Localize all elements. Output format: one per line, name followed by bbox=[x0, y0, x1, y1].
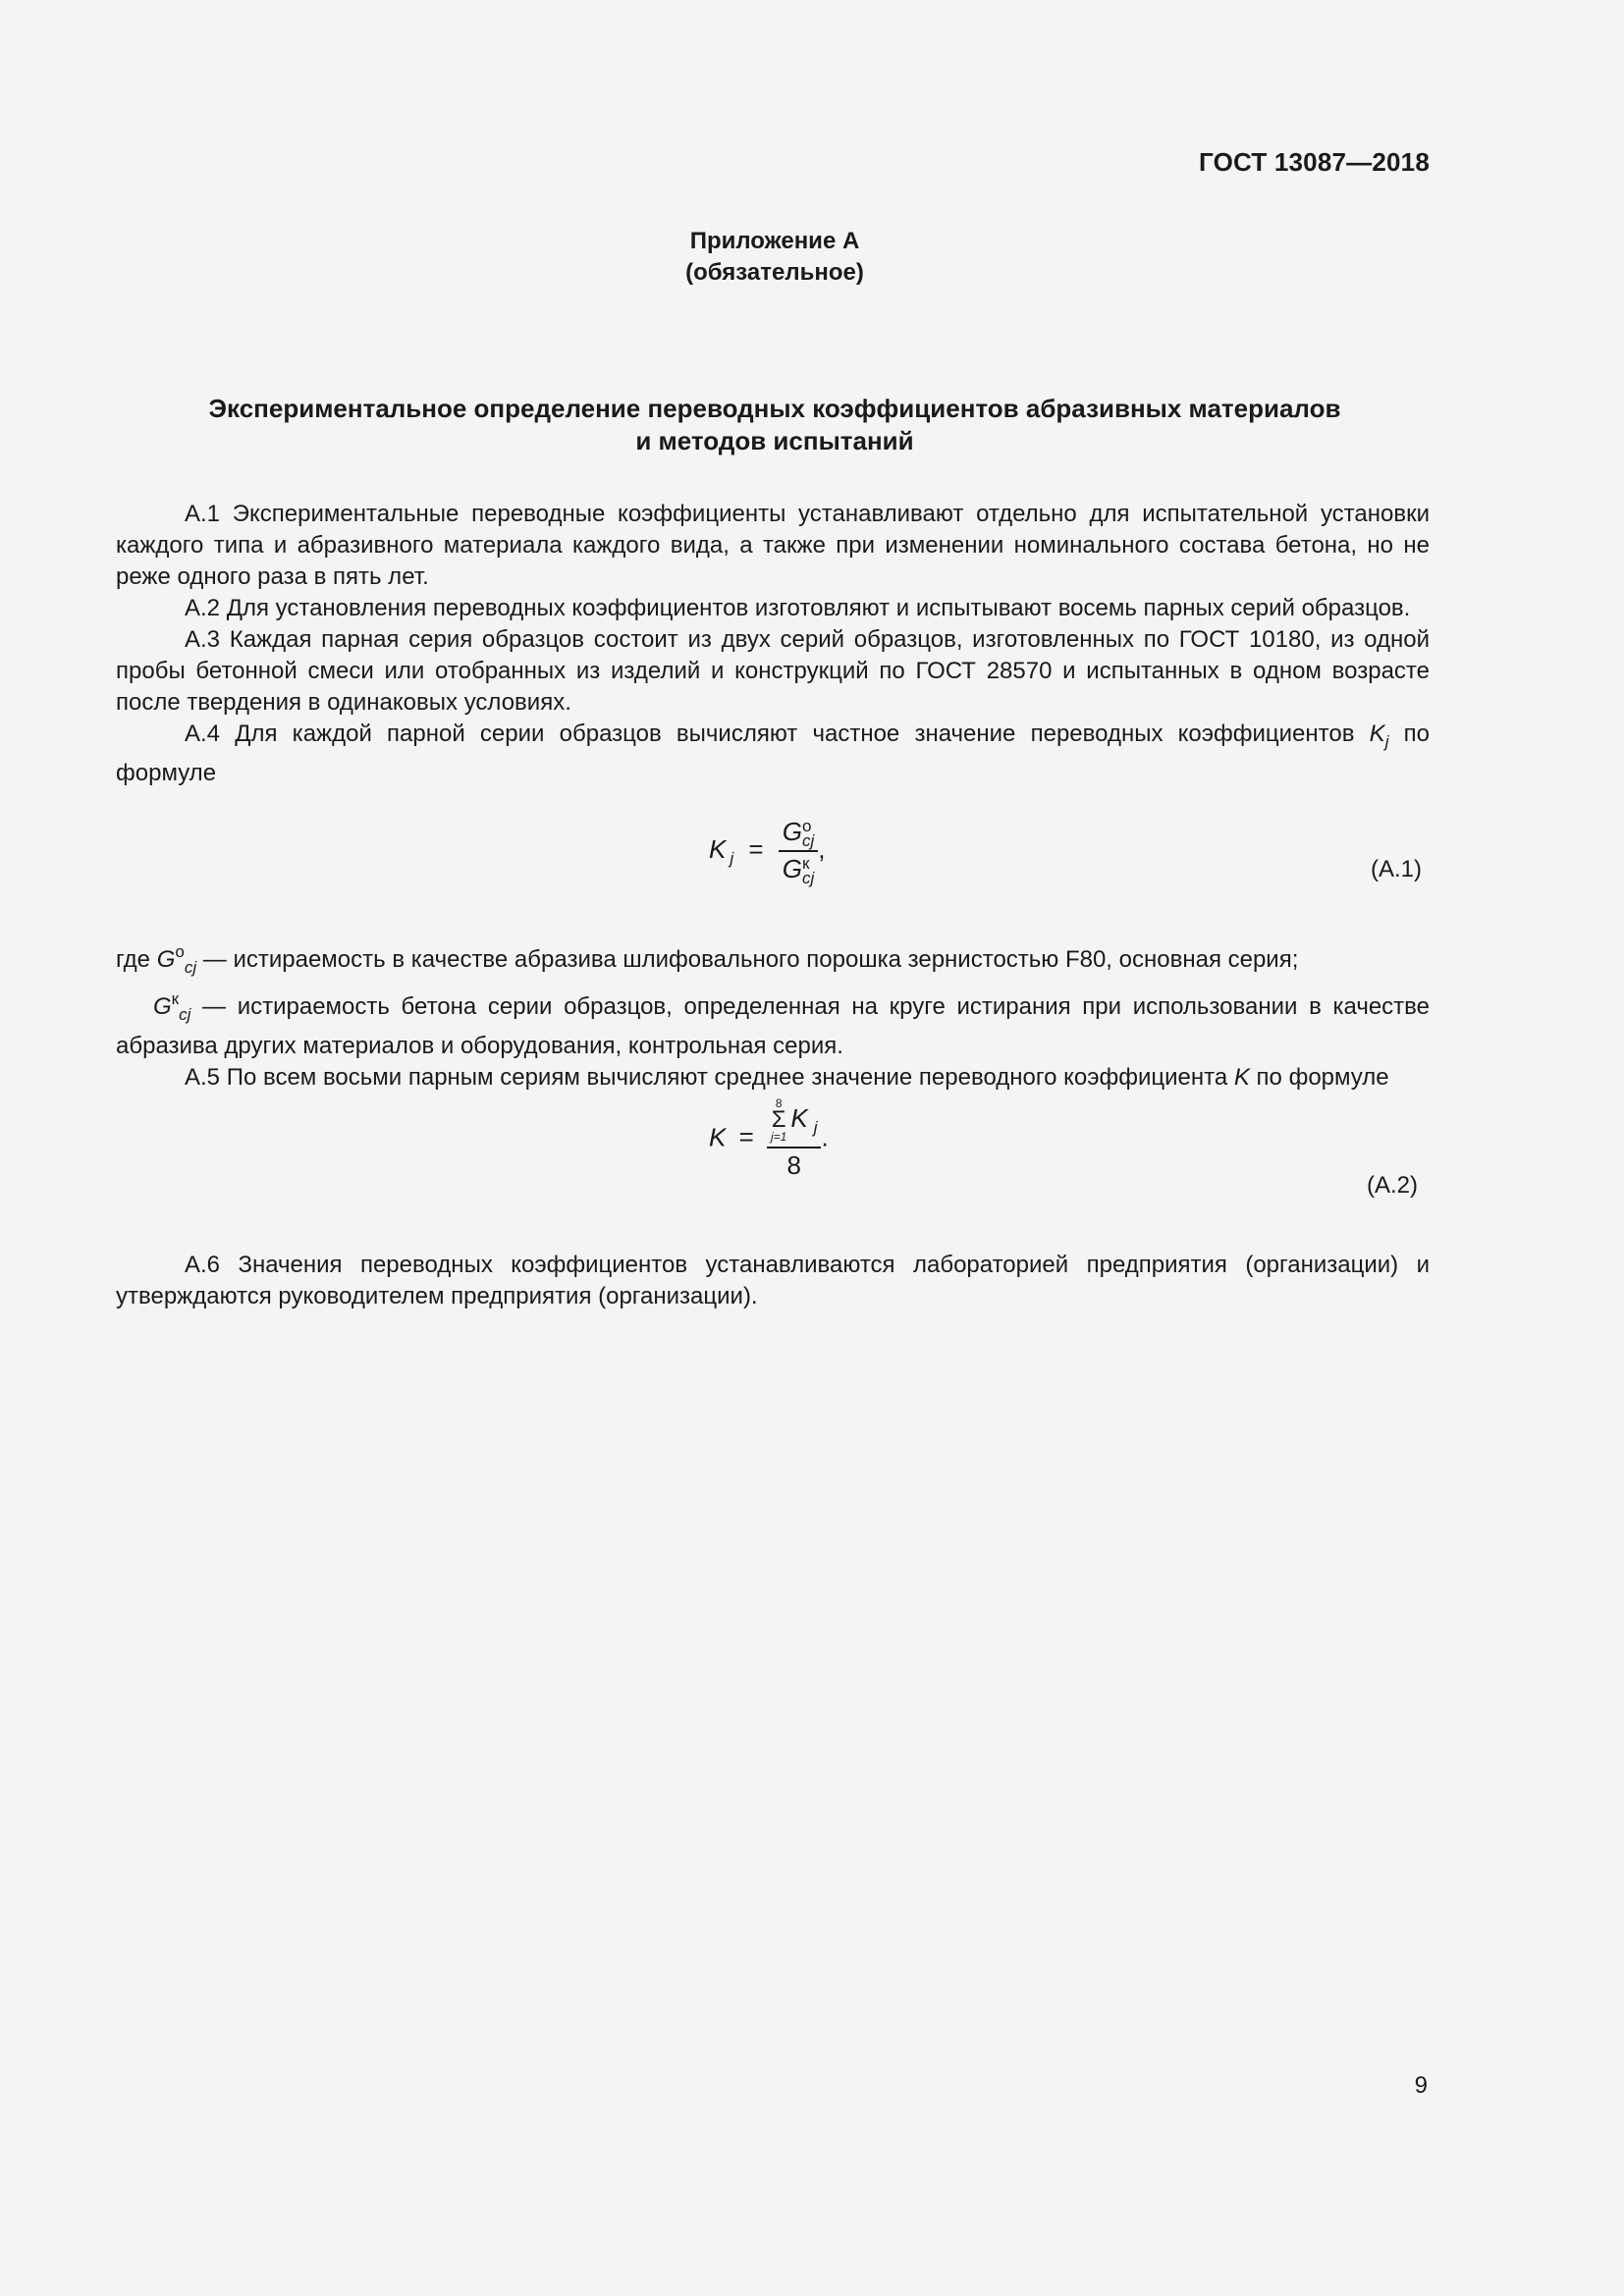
paragraph-a5 bbox=[116, 1062, 1430, 1094]
formula-a2-sum-bottom: j=1 bbox=[771, 1130, 787, 1144]
appendix-label: Приложение А bbox=[689, 228, 860, 254]
formula-a1-denominator bbox=[779, 852, 819, 888]
formula-a2-sum-sign: Σ bbox=[771, 1106, 786, 1133]
document-code: ГОСТ 13087—2018 bbox=[1199, 147, 1430, 177]
formula-a1-fraction bbox=[779, 817, 819, 888]
formula-a1-lhs-sub: j bbox=[730, 849, 734, 868]
formula-a2-period: . bbox=[821, 1122, 829, 1152]
where-1-text: — истираемость в качестве абразива шлифовального порошка зернистостью F80, основная серия; bbox=[196, 946, 1299, 973]
where-prefix: где bbox=[116, 946, 157, 973]
formula-a1-lhs: K bbox=[709, 834, 727, 864]
section-title bbox=[98, 393, 1451, 457]
paragraph-a5-start: А.5 По всем восьми парным сериям вычисляют среднее значение переводного коэффициента bbox=[185, 1064, 1234, 1091]
formula-a1-number: (А.1) bbox=[1371, 856, 1423, 882]
formula-a1-den-sub: cj bbox=[802, 869, 815, 888]
paragraph-a2: А.2 Для установления переводных коэффициентов изготовляют и испытывают восемь парных серий образцов. bbox=[185, 595, 1411, 621]
formula-a2-fraction bbox=[767, 1097, 821, 1181]
body-block-3 bbox=[116, 1250, 1430, 1312]
paragraph-a6: А.6 Значения переводных коэффициентов устанавливаются лабораторией предприятия (организации) и утверждаются руководителем предприятия (организации). bbox=[116, 1252, 1430, 1309]
formula-a1-num-sup: о bbox=[802, 817, 812, 836]
paragraph-a4-sub: j bbox=[1384, 732, 1389, 751]
paragraph-a4-var: K bbox=[1369, 721, 1385, 747]
paragraph-a3: А.3 Каждая парная серия образцов состоит из двух серий образцов, изготовленных по ГОСТ 10180, из одной пробы бетонной смеси или отобранных из изделий и конструкций по ГОСТ 28570 и испытанных в одном возрасте после твердения в одинаковых условиях. bbox=[116, 626, 1430, 716]
where-2-sub: cj bbox=[179, 1005, 191, 1024]
paragraph-a1: А.1 Экспериментальные переводные коэффициенты устанавливают отдельно для испытательной установки каждого типа и абразивного материала каждого вида, а также при изменении номинального состава бетона, но не реже одного раза в пять лет. bbox=[116, 501, 1430, 590]
formula-a1-den-sym: G bbox=[782, 854, 803, 884]
where-2-sym: G bbox=[153, 993, 172, 1020]
paragraph-a4-start: А.4 Для каждой парной серии образцов вычисляют частное значение переводных коэффициентов bbox=[185, 721, 1370, 747]
where-2-sup: к bbox=[171, 989, 180, 1008]
section-title-line-2: и методов испытаний bbox=[635, 426, 914, 455]
formula-a2-sum bbox=[771, 1097, 786, 1143]
formula-a1 bbox=[709, 817, 826, 888]
formula-a2-numerator bbox=[767, 1097, 821, 1148]
paragraph-a5-var: K bbox=[1233, 1064, 1250, 1091]
formula-a2-denominator: 8 bbox=[786, 1150, 801, 1180]
appendix-status: (обязательное) bbox=[685, 259, 864, 286]
paragraph-a5-end: по формуле bbox=[1249, 1064, 1389, 1091]
formula-a2 bbox=[709, 1097, 829, 1181]
formula-a1-den-sup: к bbox=[802, 854, 810, 874]
where-1-sym: G bbox=[156, 946, 176, 973]
formula-a1-num-sym: G bbox=[782, 817, 803, 846]
appendix-heading bbox=[0, 226, 1549, 289]
body-block-1 bbox=[116, 499, 1430, 789]
section-title-line-1: Экспериментальное определение переводных коэффициентов абразивных материалов bbox=[208, 394, 1341, 423]
formula-a2-lhs: K bbox=[709, 1122, 727, 1152]
formula-a2-equals: = bbox=[738, 1122, 754, 1152]
formula-a2-sum-top: 8 bbox=[775, 1096, 783, 1110]
page-number: 9 bbox=[1414, 2072, 1428, 2099]
formula-a1-equals: = bbox=[748, 834, 764, 864]
paragraph-a4 bbox=[116, 719, 1430, 789]
where-line-1 bbox=[116, 936, 1430, 984]
formula-a1-num-sub: cj bbox=[802, 831, 815, 851]
where-1-sub: cj bbox=[184, 958, 197, 977]
where-2-text: — истираемость бетона серии образцов, определенная на круге истирания при использовании в качестве абразива других материалов и оборудования, контрольная серия. bbox=[116, 993, 1430, 1059]
formula-a2-term: K bbox=[790, 1102, 808, 1133]
where-1-sup: о bbox=[175, 942, 185, 961]
formula-a1-comma: , bbox=[818, 834, 826, 864]
paragraph-a4-end: по формуле bbox=[116, 721, 1431, 786]
body-block-2 bbox=[116, 936, 1430, 1094]
formula-a1-numerator bbox=[779, 817, 819, 852]
formula-a2-term-sub: j bbox=[813, 1117, 818, 1137]
where-line-2 bbox=[116, 984, 1430, 1062]
formula-a2-number: (А.2) bbox=[1367, 1172, 1419, 1199]
